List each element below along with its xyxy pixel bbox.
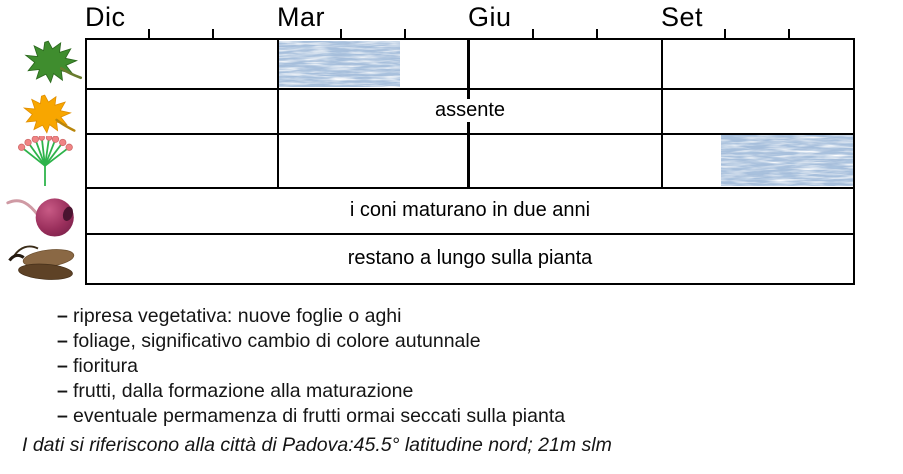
legend-item-label: ripresa vegetativa: nuove foglie o aghi: [73, 305, 402, 327]
month-label-giu: Giu: [468, 2, 512, 32]
legend: [57, 304, 565, 429]
dash-bullet: –: [57, 405, 68, 427]
dry-winged-seeds-icon: [6, 238, 82, 291]
legend-item-label: fioritura: [73, 355, 139, 377]
phenophase-bar-flowering: [721, 135, 853, 186]
foliage-absent-label: assente: [425, 99, 515, 122]
month-label-set: Set: [661, 2, 704, 32]
legend-item: [57, 304, 565, 329]
phenology-table: [85, 38, 855, 285]
dash-bullet: –: [57, 355, 68, 377]
dash-bullet: –: [57, 330, 68, 352]
fruit-row-note: [87, 187, 853, 233]
round-fruit-icon: [6, 194, 80, 243]
legend-item-label: frutti, dalla formazione alla maturazione: [73, 380, 414, 402]
foliage-row-note: [87, 88, 853, 133]
legend-item-label: eventuale permamenza di frutti ormai seccati sulla pianta: [73, 405, 566, 427]
cones-note-label: i coni maturano in due anni: [349, 198, 591, 221]
month-label-mar: Mar: [277, 2, 325, 32]
legend-item: [57, 329, 565, 354]
green-maple-leaf-icon: [22, 40, 84, 91]
flower-umbel-icon: [16, 136, 74, 191]
phenophase-bar-vegetative: [279, 41, 400, 87]
footnote-note: I dati si riferiscono alla città di Padova:45.5° latitudine nord; 21m slm: [22, 434, 612, 456]
month-label-dic: Dic: [85, 2, 126, 32]
dash-bullet: –: [57, 305, 68, 327]
autumn-maple-leaf-icon: [20, 94, 78, 141]
persistence-note-label: restano a lungo sulla pianta: [347, 246, 593, 269]
legend-item: [57, 404, 565, 429]
persistence-row-note: [87, 233, 853, 283]
legend-item-label: foliage, significativo cambio di colore autunnale: [73, 330, 481, 352]
dash-bullet: –: [57, 380, 68, 402]
legend-item: [57, 354, 565, 379]
legend-item: [57, 379, 565, 404]
